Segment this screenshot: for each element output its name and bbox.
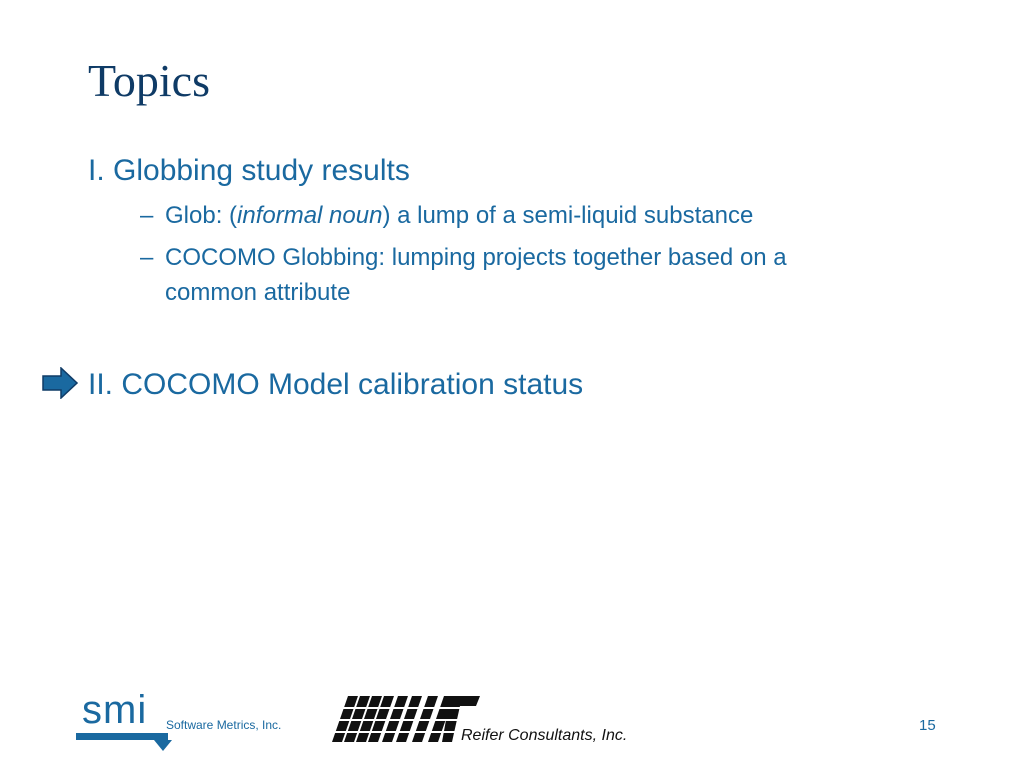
bullet-dash: – (140, 202, 154, 229)
bullet-dash: – (140, 244, 154, 271)
bullet-text-line1: COCOMO Globbing: lumping projects together based on a (165, 244, 787, 271)
page-number: 15 (919, 717, 936, 734)
section-heading-globbing: I. Globbing study results (88, 154, 410, 187)
smi-logo: smi (82, 688, 148, 732)
bullet-text-line2: common attribute (165, 279, 351, 306)
bullet-text-italic: informal noun (237, 202, 383, 229)
bullet-cocomo-globbing (140, 240, 787, 306)
smi-logo-underline (76, 733, 172, 753)
slide-title: Topics (88, 55, 210, 106)
right-arrow-icon (42, 367, 78, 404)
company-name: Software Metrics, Inc. (166, 718, 282, 732)
bullet-text-prefix: Glob: ( (165, 202, 238, 229)
section-heading-calibration: II. COCOMO Model calibration status (88, 368, 584, 401)
bullet-text-suffix: ) a lump of a semi-liquid substance (382, 202, 754, 229)
partner-company-name: Reifer Consultants, Inc. (461, 727, 628, 744)
bullet-glob-definition (140, 198, 753, 233)
